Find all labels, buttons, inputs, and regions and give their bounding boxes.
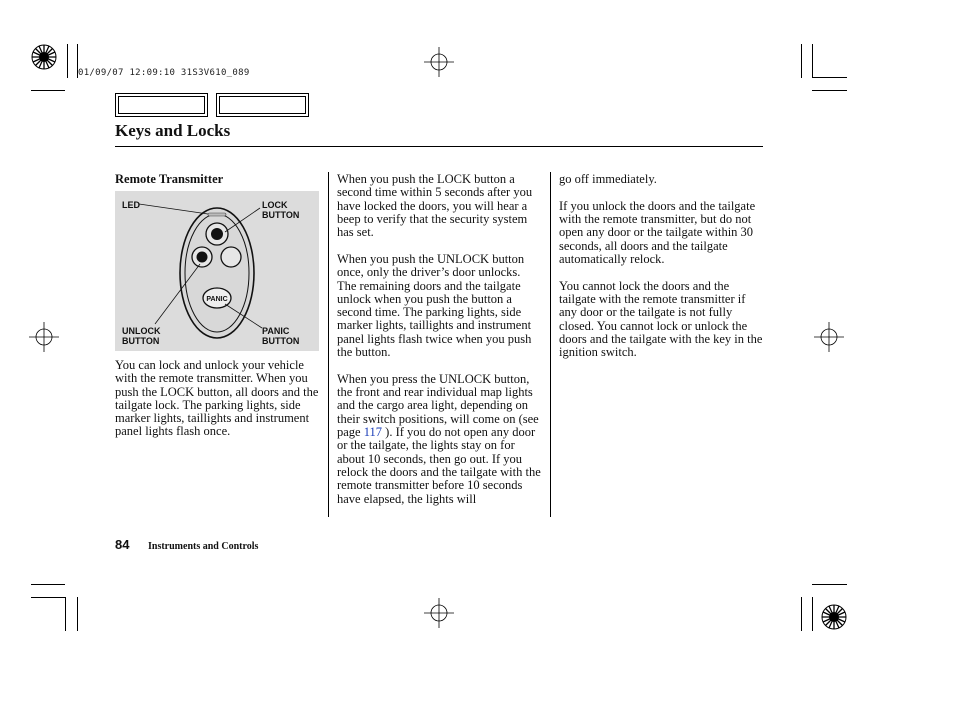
lock-label-line2: BUTTON bbox=[262, 210, 300, 220]
column-1-text bbox=[115, 359, 321, 452]
paragraph: When you push the LOCK button a second time within 5 seconds after you have locked the doors, you will hear a beep to verify that the security system has set. bbox=[337, 172, 533, 240]
paragraph-text: ). If you do not open any door or the tailgate, the lights stay on for about 10 seconds, then go out. If you relock the doors and the tailgate with the remote transmitter before 10 seconds have elapsed, the lights will bbox=[337, 425, 541, 506]
crosshair-target-icon bbox=[424, 598, 454, 628]
column-2-text bbox=[337, 173, 542, 519]
crosshair-target-icon bbox=[29, 322, 59, 352]
unlock-label-line1: UNLOCK bbox=[122, 326, 161, 336]
title-rule bbox=[115, 146, 763, 147]
section-heading: Remote Transmitter bbox=[115, 172, 224, 186]
crop-mark bbox=[812, 584, 847, 585]
column-divider bbox=[550, 172, 551, 517]
paragraph-text: When you press the UNLOCK button, the front and rear individual map lights and the cargo area light, depending on their switch positions, will come on (see page bbox=[337, 371, 539, 440]
page-title: Keys and Locks bbox=[115, 121, 231, 140]
paragraph bbox=[337, 373, 542, 506]
panic-key-text: PANIC bbox=[206, 296, 228, 303]
paragraph: You cannot lock the doors and the tailgate with the remote transmitter if any door or the tailgate is not fully closed. You cannot lock or unlock the doors and the tailgate with the key in the ignition switch. bbox=[559, 278, 763, 360]
crop-mark bbox=[77, 597, 78, 631]
remote-transmitter-figure bbox=[115, 191, 319, 351]
print-code: 01/09/07 12:09:10 31S3V610_089 bbox=[78, 68, 250, 78]
crop-mark bbox=[31, 584, 65, 585]
unlock-button-label bbox=[122, 326, 161, 346]
unlock-label-line2: BUTTON bbox=[122, 336, 160, 346]
crop-mark bbox=[801, 597, 802, 631]
lock-label-line1: LOCK bbox=[262, 200, 288, 210]
nav-tab-box-2[interactable] bbox=[216, 93, 309, 117]
registration-sunburst-icon bbox=[31, 44, 57, 70]
page-number: 84 bbox=[115, 537, 130, 552]
crosshair-target-icon bbox=[814, 322, 844, 352]
crosshair-target-icon bbox=[424, 47, 454, 77]
lock-button-label bbox=[262, 200, 299, 220]
crop-mark bbox=[812, 77, 847, 78]
panic-label-line1: PANIC bbox=[262, 326, 290, 336]
column-3-text bbox=[559, 173, 764, 373]
paragraph: If you unlock the doors and the tailgate with the remote transmitter, but do not open any door or the tailgate within 30 seconds, all doors and the tailgate automatically relock. bbox=[559, 198, 756, 266]
panic-button-label bbox=[262, 326, 299, 346]
registration-sunburst-icon bbox=[821, 604, 847, 630]
crop-mark bbox=[812, 44, 813, 78]
crop-mark bbox=[812, 90, 847, 91]
crop-mark bbox=[801, 44, 802, 78]
footer-section-label: Instruments and Controls bbox=[148, 541, 259, 552]
crop-mark bbox=[31, 597, 65, 598]
paragraph: When you push the UNLOCK button once, only the driver’s door unlocks. The remaining doors and the tailgate unlock when you push the button a second time. The parking lights, side marker lights, taillights and instrument panel lights flash twice when you push the button. bbox=[337, 251, 532, 360]
paragraph: You can lock and unlock your vehicle with the remote transmitter. When you push the LOCK button, all doors and the tailgate lock. The parking lights, side marker lights, taillights and instrument panel lights flash once. bbox=[115, 358, 319, 439]
column-divider bbox=[328, 172, 329, 517]
page-link[interactable]: 117 bbox=[363, 425, 383, 440]
panic-label-line2: BUTTON bbox=[262, 336, 300, 346]
crop-mark bbox=[65, 597, 66, 631]
crop-mark bbox=[812, 597, 813, 631]
crop-mark bbox=[67, 44, 68, 78]
nav-tab-box-1[interactable] bbox=[115, 93, 208, 117]
paragraph: go off immediately. bbox=[559, 172, 657, 186]
crop-mark bbox=[31, 90, 65, 91]
led-label: LED bbox=[122, 200, 140, 210]
